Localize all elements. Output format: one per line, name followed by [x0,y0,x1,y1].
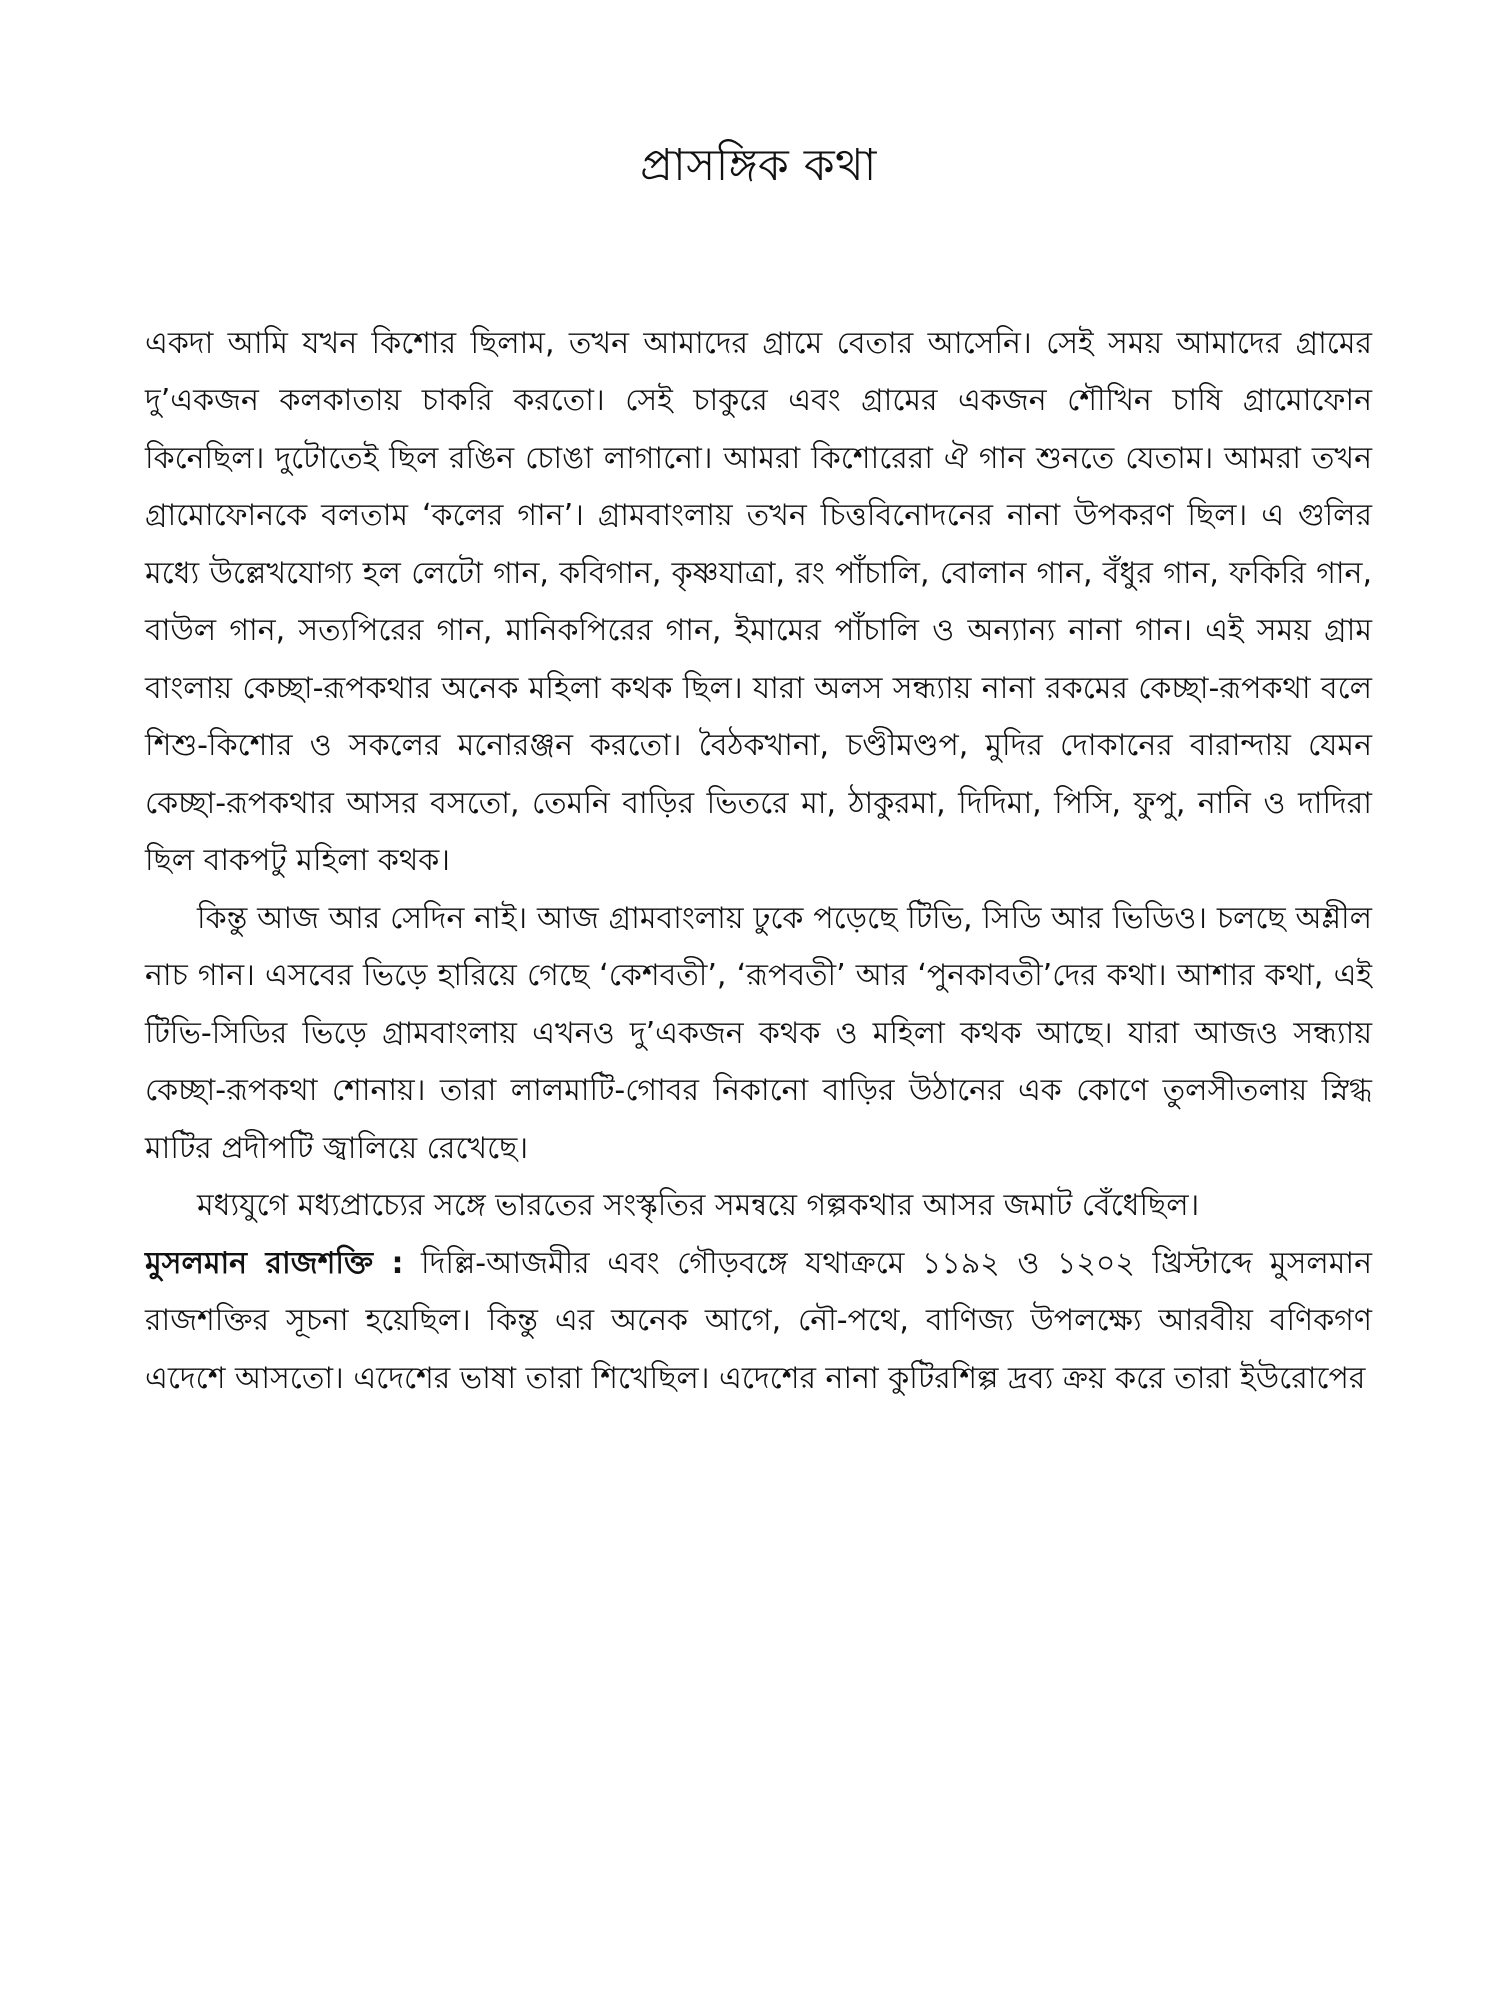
paragraph-2: কিন্তু আজ আর সেদিন নাই। আজ গ্রামবাংলায় ঢুকে পড়েছে টিভি, সিডি আর ভিডিও। চলছে অশ্লীল নাচ গান। এসবের ভিড়ে হারিয়ে গেছে ‘কেশবতী’, ‘রূপবতী’ আর ‘পুনকাবতী’দের কথা। আশার কথা, এই টিভি-সিডির ভিড়ে গ্রামবাংলায় এখনও দু’একজন কথক ও মহিলা কথক আছে। যারা আজও সন্ধ্যায় কেচ্ছা-রূপকথা শোনায়। তারা লালমাটি-গোবর নিকানো বাড়ির উঠানের এক কোণে তুলসীতলায় স্নিগ্ধ মাটির প্রদীপটি জ্বালিয়ে রেখেছে। [145,900,1372,1166]
section-text: দিল্লি-আজমীর এবং গৌড়বঙ্গে যথাক্রমে ১১৯২ ও ১২০২ খ্রিস্টাব্দে মুসলমান রাজশক্তির সূচনা হয়েছিল। কিন্তু এর অনেক আগে, নৌ-পথে, বাণিজ্য উপলক্ষ্যে আরবীয় বণিকগণ এদেশে আসতো। এদেশের ভাষা তারা শিখেছিল। এদেশের নানা কুটিরশিল্প দ্রব্য ক্রয় করে তারা ইউরোপের [145,1245,1373,1396]
section-heading: মুসলমান রাজশক্তি : [145,1245,404,1281]
paragraph-3: মধ্যযুগে মধ্যপ্রাচ্যের সঙ্গে ভারতের সংস্কৃতির সমন্বয়ে গল্পকথার আসর জমাট বেঁধেছিল। [197,1188,1200,1224]
page-title: প্রাসঙ্গিক কথা [640,140,877,191]
section-paragraph [145,1235,1372,1408]
paragraph-1: একদা আমি যখন কিশোর ছিলাম, তখন আমাদের গ্রামে বেতার আসেনি। সেই সময় আমাদের গ্রামের দু’একজন কলকাতায় চাকরি করতো। সেই চাকুরে এবং গ্রামের একজন শৌখিন চাষি গ্রামোফোন কিনেছিল। দুটোতেই ছিল রঙিন চোঙা লাগানো। আমরা কিশোরেরা ঐ গান শুনতে যেতাম। আমরা তখন গ্রামোফোনকে বলতাম ‘কলের গান’। গ্রামবাংলায় তখন চিত্তবিনোদনের নানা উপকরণ ছিল। এ গুলির মধ্যে উল্লেখযোগ্য হল লেটো গান, কবিগান, কৃষ্ণযাত্রা, রং পাঁচালি, বোলান গান, বঁধুর গান, ফকিরি গান, বাউল গান, সত্যপিরের গান, মানিকপিরের গান, ইমামের পাঁচালি ও অন্যান্য নানা গান। এই সময় গ্রাম বাংলায় কেচ্ছা-রূপকথার অনেক মহিলা কথক ছিল। যারা অলস সন্ধ্যায় নানা রকমের কেচ্ছা-রূপকথা বলে শিশু-কিশোর ও সকলের মনোরঞ্জন করতো। বৈঠকখানা, চণ্ডীমণ্ডপ, মুদির দোকানের বারান্দায় যেমন কেচ্ছা-রূপকথার আসর বসতো, তেমনি বাড়ির ভিতরে মা, ঠাকুরমা, দিদিমা, পিসি, ফুপু, নানি ও দাদিরা ছিল বাকপটু মহিলা কথক। [145,325,1372,879]
